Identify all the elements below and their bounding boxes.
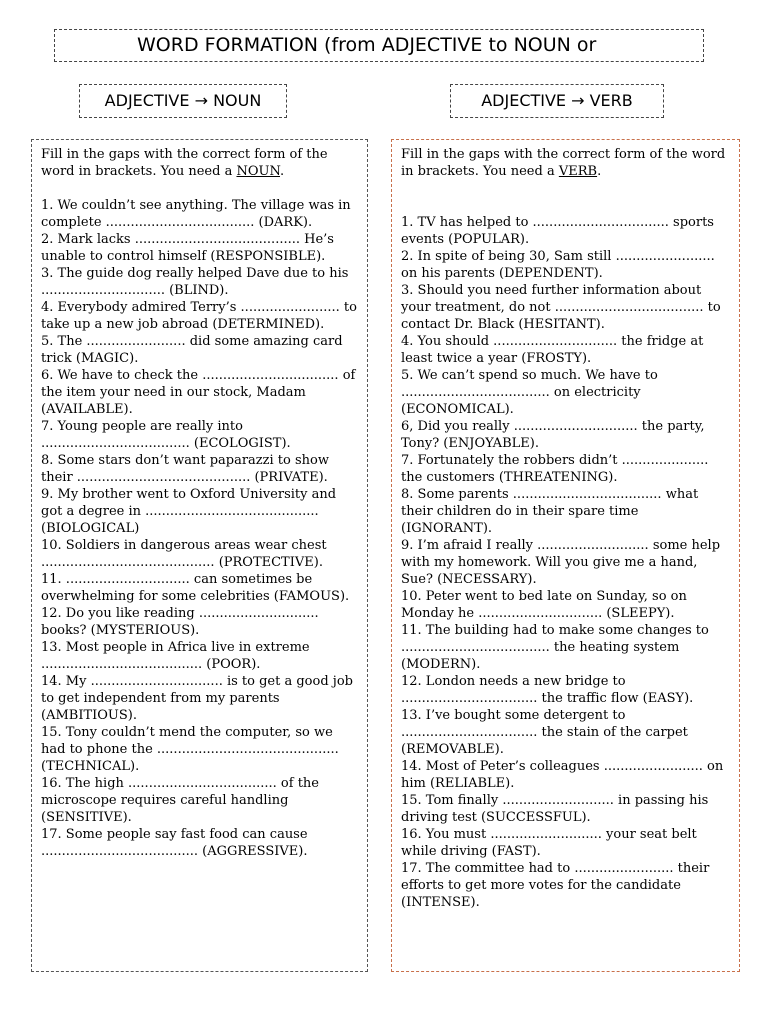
noun-exercise-column — [31, 139, 368, 972]
verb-exercise-item: 3. Should you need further information about your treatment, do not .................................... to contact Dr. Black (HESITANT). — [401, 283, 721, 332]
noun-exercise-item: 17. Some people say fast food can cause ...................................... (AGGRESSIVE). — [41, 827, 308, 859]
verb-exercise-column — [391, 139, 740, 972]
noun-exercise-item: 15. Tony couldn’t mend the computer, so we had to phone the ............................................ (TECHNICAL). — [41, 725, 339, 774]
noun-exercise-item: 13. Most people in Africa live in extreme ....................................... (POOR). — [41, 640, 310, 672]
noun-exercise-item: 10. Soldiers in dangerous areas wear chest .......................................... (PROTECTIVE). — [41, 538, 327, 570]
verb-section-heading: ADJECTIVE → VERB — [450, 84, 664, 118]
verb-exercise-item: 10. Peter went to bed late on Sunday, so on Monday he .............................. (SLEEPY). — [401, 589, 687, 621]
verb-exercise-item: 14. Most of Peter’s colleagues ........................ on him (RELIABLE). — [401, 759, 724, 791]
verb-exercise-item: 4. You should .............................. the fridge at least twice a year (FROSTY). — [401, 334, 704, 366]
noun-exercise-item: 9. My brother went to Oxford University and got a degree in .......................................... (BIOLOGICAL) — [41, 487, 337, 536]
verb-exercise-item: 8. Some parents .................................... what their children do in their spare time (IGNORANT). — [401, 487, 699, 536]
noun-section-heading: ADJECTIVE → NOUN — [79, 84, 287, 118]
noun-exercise-item: 6. We have to check the ................................. of the item your need in our stock, Madam (AVAILABLE). — [41, 368, 356, 417]
noun-exercise-item: 8. Some stars don’t want paparazzi to show their .......................................... (PRIVATE). — [41, 453, 329, 485]
noun-keyword: NOUN — [236, 164, 281, 179]
verb-exercise-item: 13. I’ve bought some detergent to ................................. the stain of the carpet (REMOVABLE). — [401, 708, 688, 757]
noun-exercise-item: 12. Do you like reading ............................. books? (MYSTERIOUS). — [41, 606, 319, 638]
noun-exercise-item: 16. The high .................................... of the microscope requires careful handling (SENSITIVE). — [41, 776, 319, 825]
verb-keyword: VERB — [558, 164, 598, 179]
noun-instruction: Fill in the gaps with the correct form of the word in brackets. You need a NOUN. — [41, 147, 328, 179]
noun-exercise-item: 11. .............................. can sometimes be overwhelming for some celebrities (FAMOUS). — [41, 572, 350, 604]
verb-exercise-item: 11. The building had to make some changes to .................................... the heating system (MODERN). — [401, 623, 709, 672]
verb-exercise-item: 9. I’m afraid I really ........................... some help with my homework. Will you give me a hand, Sue? (NECESSARY). — [401, 538, 721, 587]
noun-exercise-item: 7. Young people are really into .................................... (ECOLOGIST). — [41, 419, 291, 451]
noun-exercise-item: 3. The guide dog really helped Dave due to his .............................. (BLIND). — [41, 266, 349, 298]
verb-exercise-item: 1. TV has helped to ................................. sports events (POPULAR). — [401, 215, 714, 247]
verb-exercise-item: 2. In spite of being 30, Sam still ........................ on his parents (DEPENDENT). — [401, 249, 715, 281]
noun-exercise-item: 5. The ........................ did some amazing card trick (MAGIC). — [41, 334, 343, 366]
verb-exercise-item: 12. London needs a new bridge to ................................. the traffic flow (EASY). — [401, 674, 694, 706]
worksheet-title: WORD FORMATION (from ADJECTIVE to NOUN or — [54, 29, 704, 62]
noun-exercise-item: 4. Everybody admired Terry’s ........................ to take up a new job abroad (DETERMINED). — [41, 300, 357, 332]
verb-exercise-item: 5. We can’t spend so much. We have to .................................... on electricity (ECONOMICAL). — [401, 368, 658, 417]
verb-exercise-item: 17. The committee had to ........................ their efforts to get more votes for the candidate (INTENSE). — [401, 861, 710, 910]
verb-exercise-item: 16. You must ........................... your seat belt while driving (FAST). — [401, 827, 697, 859]
verb-exercise-item: 6, Did you really .............................. the party, Tony? (ENJOYABLE). — [401, 419, 705, 451]
verb-instruction: Fill in the gaps with the correct form of the word in brackets. You need a VERB. — [401, 147, 726, 179]
verb-exercise-item: 7. Fortunately the robbers didn’t ..................... the customers (THREATENING). — [401, 453, 709, 485]
noun-exercise-item: 1. We couldn’t see anything. The village was in complete .................................... (DARK). — [41, 198, 351, 230]
verb-exercise-item: 15. Tom finally ........................... in passing his driving test (SUCCESSFUL). — [401, 793, 709, 825]
noun-exercise-item: 14. My ................................ is to get a good job to get independent from my parents (AMBITIOUS). — [41, 674, 353, 723]
noun-exercise-item: 2. Mark lacks ........................................ He’s unable to control himself (RESPONSIBLE). — [41, 232, 334, 264]
